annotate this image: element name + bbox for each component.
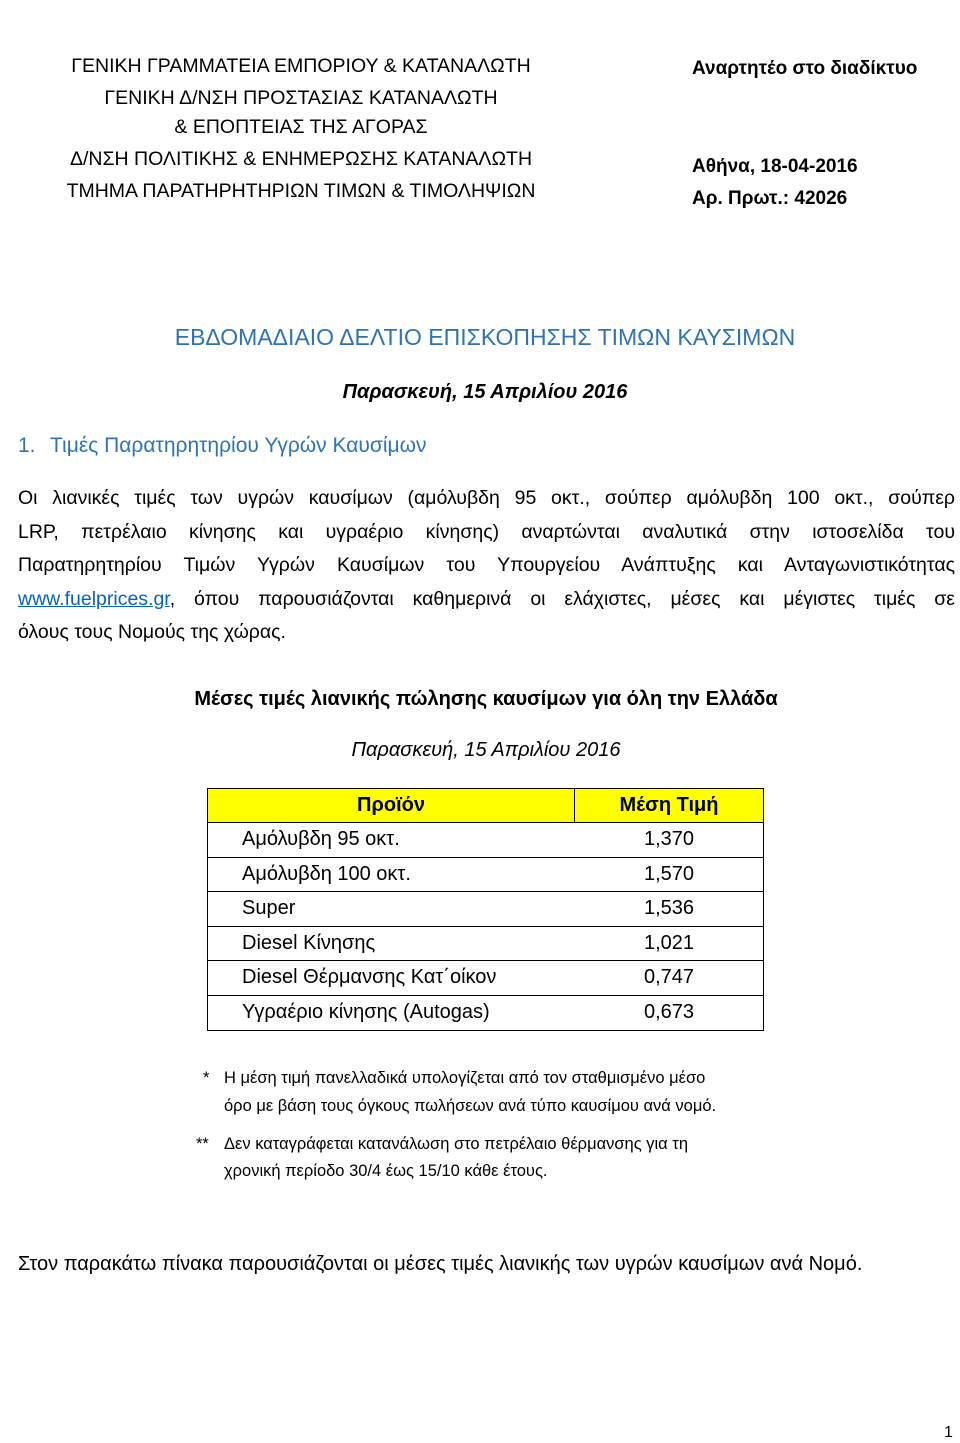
- footnote-marker: **: [196, 1135, 209, 1153]
- product-name: Diesel Κίνησης: [242, 931, 376, 954]
- page-number: 1: [944, 1424, 953, 1441]
- table-row: [208, 996, 763, 1031]
- table-row: [208, 823, 763, 858]
- footnote-marker: *: [203, 1069, 210, 1087]
- protocol-number: Αρ. Πρωτ.: 42026: [692, 188, 848, 209]
- bulletin-date: Παρασκευή, 15 Απριλίου 2016: [342, 381, 628, 403]
- footnote-line: Δεν καταγράφεται κατανάλωση στο πετρέλαιο θέρμανσης για τη: [224, 1135, 688, 1153]
- section-number: 1.: [18, 434, 36, 457]
- table-header-row: [208, 789, 763, 823]
- paragraph-line-text: , όπου παρουσιάζονται καθημερινά οι ελάχιστες, μέσες και μέγιστες τιμές σε: [169, 587, 955, 610]
- footnote-line: χρονική περίοδο 30/4 έως 15/10 κάθε έτους.: [224, 1162, 548, 1180]
- paragraph-line: Παρατηρητηρίου Τιμών Υγρών Καυσίμων του Υπουργείου Ανάπτυξης και Ανταγωνιστικότητας: [18, 554, 955, 576]
- table-row: [208, 892, 763, 927]
- paragraph-line: LRP, πετρέλαιο κίνησης και υγραέριο κίνησης) αναρτώνται αναλυτικά στην ιστοσελίδα του: [18, 520, 955, 543]
- paragraph-line: όλους τους Νομούς της χώρας.: [18, 621, 286, 643]
- place-date: Αθήνα, 18-04-2016: [692, 156, 858, 177]
- section-paragraph: [18, 482, 955, 650]
- paragraph-line: [18, 583, 955, 617]
- posting-status: Αναρτητέο στο διαδίκτυο: [692, 58, 918, 79]
- product-name: Υγραέριο κίνησης (Autogas): [242, 1000, 490, 1023]
- org-line: Δ/ΝΣΗ ΠΟΛΙΤΙΚΗΣ & ΕΝΗΜΕΡΩΣΗΣ ΚΑΤΑΝΑΛΩΤΗ: [69, 148, 533, 170]
- section-heading: [18, 431, 427, 461]
- closing-text: Στον παρακάτω πίνακα παρουσιάζονται οι μέσες τιμές λιανικής των υγρών καυσίμων ανά Νομό.: [18, 1253, 863, 1275]
- section-heading-text: Τιμές Παρατηρητηρίου Υγρών Καυσίμων: [50, 434, 427, 457]
- bulletin-title: ΕΒΔΟΜΑΔΙΑΙΟ ΔΕΛΤΙΟ ΕΠΙΣΚΟΠΗΣΗΣ ΤΙΜΩΝ ΚΑΥΣΙΜΩΝ: [174, 324, 796, 350]
- table-title: Μέσες τιμές λιανικής πώλησης καυσίμων για όλη την Ελλάδα: [194, 688, 778, 710]
- average-price: 1,021: [643, 931, 695, 954]
- table-row: [208, 858, 763, 893]
- price-table: [207, 788, 764, 1031]
- product-name: Super: [242, 897, 296, 919]
- fuelprices-link[interactable]: www.fuelprices.gr: [18, 587, 170, 610]
- average-price: 1,370: [643, 828, 695, 850]
- org-line: & ΕΠΟΠΤΕΙΑΣ ΤΗΣ ΑΓΟΡΑΣ: [174, 116, 428, 138]
- footnote-line: Η μέση τιμή πανελλαδικά υπολογίζεται από τον σταθμισμένο μέσο: [224, 1069, 706, 1087]
- average-price: 1,570: [643, 862, 695, 885]
- table-date: Παρασκευή, 15 Απριλίου 2016: [351, 739, 621, 761]
- product-name: Αμόλυβδη 100 οκτ.: [242, 862, 411, 885]
- table-row: [208, 961, 763, 996]
- footnote-line: όρο με βάση τους όγκους πωλήσεων ανά τύπο καυσίμου ανά νομό.: [224, 1097, 717, 1115]
- table-header-product: Προϊόν: [208, 789, 575, 822]
- product-name: Αμόλυβδη 95 οκτ.: [242, 828, 400, 850]
- paragraph-line: Οι λιανικές τιμές των υγρών καυσίμων (αμόλυβδη 95 οκτ., σούπερ αμόλυβδη 100 οκτ., σούπερ: [18, 487, 955, 509]
- product-name: Diesel Θέρμανσης Κατ΄οίκον: [242, 966, 497, 988]
- org-line: ΤΜΗΜΑ ΠΑΡΑΤΗΡΗΤΗΡΙΩΝ ΤΙΜΩΝ & ΤΙΜΟΛΗΨΙΩΝ: [66, 180, 536, 202]
- org-line: ΓΕΝΙΚΗ ΓΡΑΜΜΑΤΕΙΑ ΕΜΠΟΡΙΟΥ & ΚΑΤΑΝΑΛΩΤΗ: [71, 55, 531, 77]
- table-row: [208, 927, 763, 962]
- average-price: 0,673: [643, 1000, 695, 1023]
- org-line: ΓΕΝΙΚΗ Δ/ΝΣΗ ΠΡΟΣΤΑΣΙΑΣ ΚΑΤΑΝΑΛΩΤΗ: [104, 87, 498, 109]
- average-price: 1,536: [643, 897, 695, 919]
- table-header-price: Μέση Τιμή: [619, 794, 719, 816]
- average-price: 0,747: [643, 966, 695, 988]
